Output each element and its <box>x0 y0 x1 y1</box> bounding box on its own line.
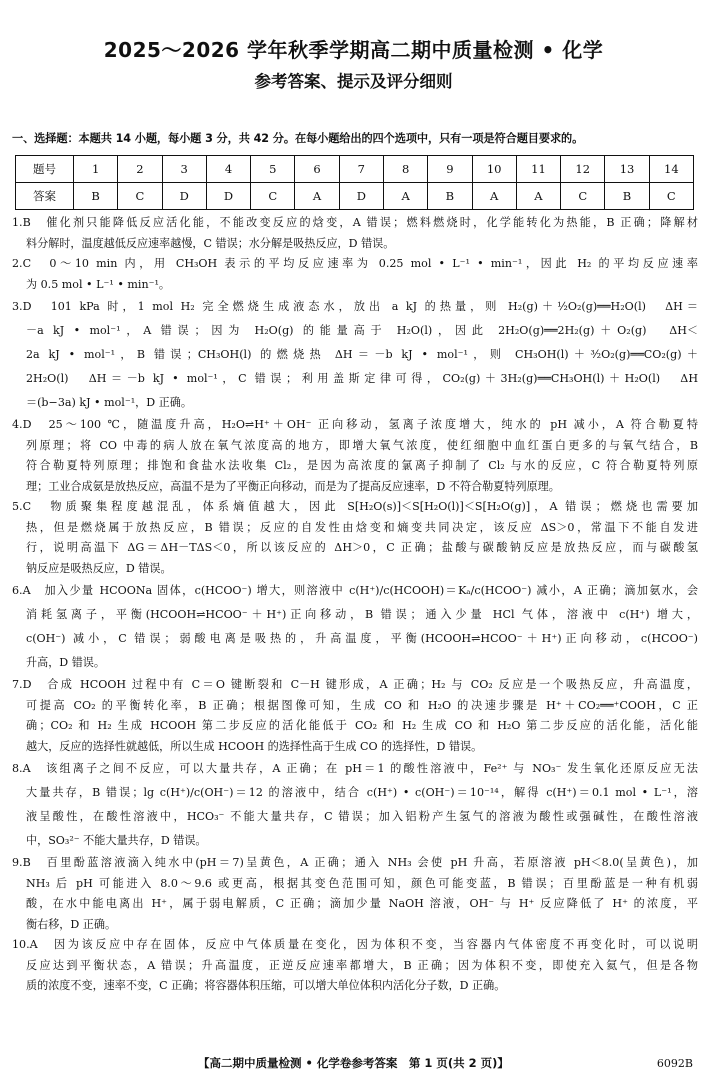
explanation-item <box>12 579 698 675</box>
explanation-line: 5.C 物质聚集程度越混乱，体系熵值越大，因此 S[H₂O(s)]＜S[H₂O(l)]＜S[H₂O(g)]，A 错误；燃烧也需要加 <box>12 500 698 513</box>
explanation-item <box>12 675 698 757</box>
explanation-line: 衡右移，D 正确。 <box>26 917 117 931</box>
explanation-line: ＝(b−3a) kJ • mol⁻¹，D 正确。 <box>26 396 192 409</box>
question-number-cell: 3 <box>162 156 206 183</box>
explanation-line: c(OH⁻) 减小，C 错误；弱酸电离是吸热的，升高温度，平衡(HCOOH⇌HCOO⁻＋H⁺)正向移动，c(HCOO⁻) <box>26 632 698 645</box>
page-footer: 【高二期中质量检测 • 化学卷参考答案 第 1 页(共 2 页)】 <box>198 1056 509 1070</box>
explanation-line: 热，但是燃烧属于放热反应，B 错误；反应的自发性由焓变和熵变共同决定，该反应 ΔS＞0，常温下不能自发进 <box>26 520 698 534</box>
explanation-line: 1.B 催化剂只能降低反应活化能，不能改变反应的焓变，A 错误；燃料燃烧时，化学能转化为热能，B 正确；降解材 <box>12 216 698 229</box>
explanation-line: NH₃ 后 pH 可能进入 8.0～9.6 或更高，根据其变色范围可知，颜色可能变蓝，B 错误；百里酚蓝是一种有机弱 <box>26 876 698 890</box>
answer-cell: C <box>118 183 162 210</box>
explanation-line: 行，说明高温下 ΔG＝ΔH－TΔS＜0，所以该反应的 ΔH＞0，C 正确；盐酸与碳酸钠反应是放热反应，而与碳酸氢 <box>26 541 698 554</box>
answer-cell: A <box>383 183 427 210</box>
question-number-cell: 12 <box>561 156 605 183</box>
answer-cell: A <box>472 183 516 210</box>
explanation-item <box>12 415 698 497</box>
explanation-item <box>12 213 698 254</box>
explanation-line: 2H₂O(l) ΔH＝－b kJ • mol⁻¹，C 错误；利用盖斯定律可得，CO₂(g)＋3H₂(g)══CH₃OH(l)＋H₂O(l) ΔH <box>26 372 698 385</box>
answer-cell: B <box>74 183 118 210</box>
explanation-line: 中，SO₃²⁻ 不能大量共存，D 错误。 <box>26 834 207 847</box>
answer-cell: C <box>649 183 693 210</box>
explanation-line: 消耗氢离子，平衡(HCOOH⇌HCOO⁻＋H⁺)正向移动，B 错误；通入少量 HCl 气体，溶液中 c(H⁺) 增大， <box>26 608 698 621</box>
section-heading: 一、选择题：本题共 14 小题，每小题 3 分，共 42 分。在每小题给出的四个选项中，只有一项是符合题目要求的。 <box>12 132 584 145</box>
explanation-item <box>12 254 698 295</box>
page-title: 2025～2026 学年秋季学期高二期中质量检测 • 化学 <box>103 38 604 62</box>
answer-cell: A <box>516 183 560 210</box>
answer-cell: B <box>605 183 649 210</box>
row-label-number: 题号 <box>16 156 74 183</box>
explanation-line: 4.D 25～100 ℃，随温度升高，H₂O⇌H⁺＋OH⁻ 正向移动，氢离子浓度增大，纯水的 pH 减小，A 符合勒夏特 <box>12 418 698 431</box>
question-number-cell: 8 <box>383 156 427 183</box>
answer-table-answer-row <box>16 183 694 210</box>
explanation-item <box>12 935 698 997</box>
page-subtitle: 参考答案、提示及评分细则 <box>254 72 453 91</box>
explanation-line: 为 0.5 mol • L⁻¹ • min⁻¹。 <box>26 277 171 291</box>
explanation-line: 确；CO₂ 和 H₂ 生成 HCOOH 第二步反应的活化能低于 CO₂ 和 H₂ 生成 CO 和 H₂O 第二步反应的活化能，活化能 <box>26 719 698 732</box>
question-number-cell: 9 <box>428 156 472 183</box>
answer-cell: D <box>206 183 250 210</box>
question-number-cell: 5 <box>251 156 295 183</box>
explanation-line: 钠反应是吸热反应，D 错误。 <box>26 561 172 575</box>
question-number-cell: 10 <box>472 156 516 183</box>
question-number-cell: 2 <box>118 156 162 183</box>
explanation-line: 可提高 CO₂ 的平衡转化率，B 正确；根据图像可知，生成 CO 和 H₂O 的决速步骤是 H⁺＋CO₂══⁺COOH，C 正 <box>26 698 698 712</box>
answer-table <box>15 155 694 210</box>
question-number-cell: 7 <box>339 156 383 183</box>
explanation-item <box>12 853 698 935</box>
explanation-line: 料分解时，温度越低反应速率越慢，C 错误；水分解是吸热反应，D 错误。 <box>26 236 395 250</box>
explanation-line: 大量共存，B 错误；lg c(H⁺)/c(OH⁻)＝12 的溶液中，结合 c(H⁺) • c(OH⁻)＝10⁻¹⁴，解得 c(H⁺)＝0.1 mol • L⁻¹，溶 <box>26 786 698 799</box>
explanation-line: 3.D 101 kPa 时，1 mol H₂ 完全燃烧生成液态水，放出 a kJ 的热量，则 H₂(g)＋½O₂(g)══H₂O(l) ΔH＝ <box>12 300 698 313</box>
answer-cell: D <box>339 183 383 210</box>
explanation-item <box>12 295 698 415</box>
explanation-line: 理；工业合成氨是放热反应，高温不是为了平衡正向移动，而是为了提高反应速率，D 不符合勒夏特列原理。 <box>26 479 560 493</box>
explanation-line: 越大，反应的选择性就越低，所以生成 HCOOH 的选择性高于生成 CO 的选择性，D 错误。 <box>26 739 483 753</box>
document-code: 6092B <box>656 1057 693 1070</box>
explanation-line: 2a kJ • mol⁻¹，B 错误；CH₃OH(l) 的燃烧热 ΔH＝－b kJ • mol⁻¹，则 CH₃OH(l)＋³⁄₂O₂(g)══CO₂(g)＋ <box>26 348 698 361</box>
explanation-line: 7.D 合成 HCOOH 过程中有 C＝O 键断裂和 C－H 键形成，A 正确；H₂ 与 CO₂ 反应是一个吸热反应，升高温度， <box>12 678 698 691</box>
explanation-line: 8.A 该组离子之间不反应，可以大量共存，A 正确；在 pH＝1 的酸性溶液中，Fe²⁺ 与 NO₃⁻ 发生氧化还原反应无法 <box>12 762 698 775</box>
explanation-line: 10.A 因为该反应中存在固体，反应中气体质量在变化，因为体积不变，当容器内气体密度不再变化时，可以说明 <box>12 938 698 951</box>
explanation-line: 9.B 百里酚蓝溶液滴入纯水中(pH＝7)呈黄色，A 正确；通入 NH₃ 会使 pH 升高，若原溶液 pH＜8.0(呈黄色)，加 <box>12 856 698 869</box>
explanation-line: 列原理；将 CO 中毒的病人放在氧气浓度高的地方，即增大氧气浓度，使红细胞中血红蛋白更多的与氧气结合，B <box>26 438 698 452</box>
explanation-item <box>12 497 698 579</box>
explanation-line: 符合勒夏特列原理；排饱和食盐水法收集 Cl₂，是因为高浓度的氯离子抑制了 Cl₂ 与水的反应，C 符合勒夏特列原 <box>26 459 698 472</box>
question-number-cell: 14 <box>649 156 693 183</box>
answer-cell: C <box>561 183 605 210</box>
question-number-cell: 6 <box>295 156 339 183</box>
explanation-line: 质的浓度不变，速率不变，C 正确；将容器体积压缩，可以增大单位体积内活化分子数，D 正确。 <box>26 979 506 992</box>
explanation-item <box>12 757 698 853</box>
explanation-line: 反应达到平衡状态，A 错误；升高温度，正逆反应速率都增大，B 正确；因为体积不变，即使充入氦气，但是各物 <box>26 958 698 972</box>
question-number-cell: 4 <box>206 156 250 183</box>
explanation-line: 升高，D 错误。 <box>26 656 105 669</box>
answer-cell: A <box>295 183 339 210</box>
question-number-cell: 11 <box>516 156 560 183</box>
answer-cell: D <box>162 183 206 210</box>
explanation-line: 酸，在水中能电离出 H⁺，属于弱电解质，C 正确；滴加少量 NaOH 溶液，OH⁻ 与 H⁺ 反应降低了 H⁺ 的浓度，平 <box>26 897 698 910</box>
question-number-cell: 1 <box>74 156 118 183</box>
answer-cell: B <box>428 183 472 210</box>
row-label-answer: 答案 <box>16 183 74 210</box>
question-number-cell: 13 <box>605 156 649 183</box>
explanation-line: 液呈酸性，在酸性溶液中，HCO₃⁻ 不能大量共存，C 错误；加入铝粉产生氢气的溶液为酸性或强碱性，在酸性溶液 <box>26 810 698 823</box>
answer-table-number-row <box>16 156 694 183</box>
answer-cell: C <box>251 183 295 210</box>
explanation-line: 2.C 0～10 min 内，用 CH₃OH 表示的平均反应速率为 0.25 mol • L⁻¹ • min⁻¹，因此 H₂ 的平均反应速率 <box>12 257 698 270</box>
explanation-line: 6.A 加入少量 HCOONa 固体，c(HCOO⁻) 增大，则溶液中 c(H⁺)/c(HCOOH)＝Kₐ/c(HCOO⁻) 减小，A 正确；滴加氨水，会 <box>12 584 698 597</box>
explanations <box>12 213 698 997</box>
explanation-line: －a kJ • mol⁻¹，A 错误；因为 H₂O(g) 的能量高于 H₂O(l)，因此 2H₂O(g)══2H₂(g)＋O₂(g) ΔH＜ <box>26 324 698 337</box>
